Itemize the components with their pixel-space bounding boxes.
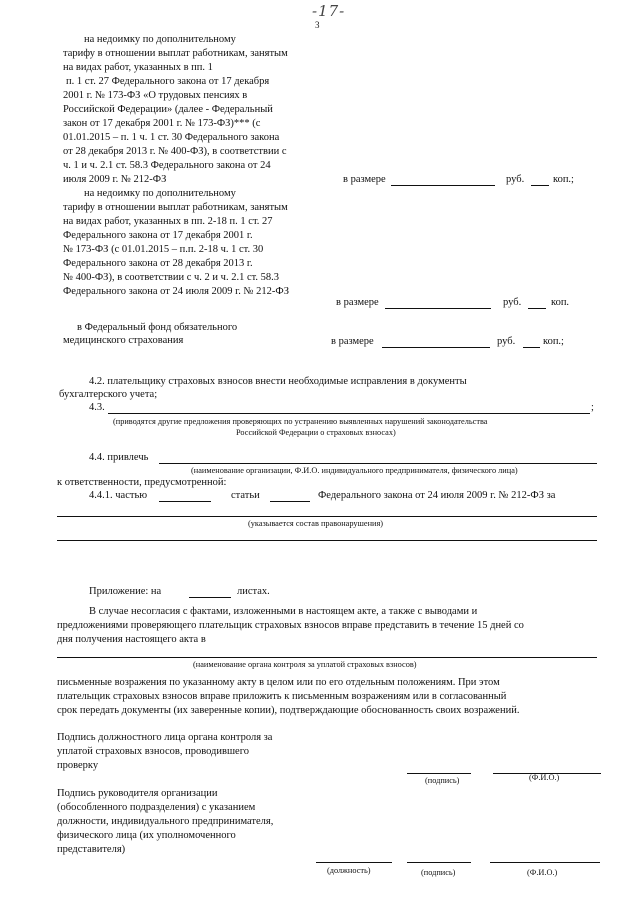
tariff1-amount-label: в размере: [343, 174, 386, 185]
item-4-4-1-offense-field[interactable]: [57, 516, 597, 517]
tariff1-line: 01.01.2015 – п. 1 ч. 1 ст. 30 Федерального закона: [63, 132, 280, 143]
item-4-3-caption: (приводятся другие предложения проверяющих по устранению выявленных нарушений законодательства: [113, 417, 488, 426]
tariff2-line: Федерального закона от 17 декабря 2001 г.: [63, 230, 253, 241]
tariff1-line: на недоимку по дополнительному: [84, 34, 236, 45]
tariff1-line: тарифу в отношении выплат работникам, занятым: [63, 48, 288, 59]
tariff1-line: п. 1 ст. 27 Федерального закона от 17 декабря: [66, 76, 270, 87]
item-4-3-field[interactable]: [108, 413, 590, 414]
ffoms-line: в Федеральный фонд обязательного: [77, 322, 238, 333]
sign2-label: представителя): [57, 844, 126, 855]
tariff1-rub-label: руб.: [506, 174, 525, 185]
ffoms-rub-label: руб.: [497, 336, 516, 347]
item-4-4-1-caption: (указывается состав правонарушения): [248, 519, 384, 528]
item-4-4-1-article-field[interactable]: [270, 501, 310, 502]
objection-text: В случае несогласия с фактами, изложенными в настоящем акте, а также с выводами и: [89, 606, 478, 617]
attachment-label: Приложение: на: [89, 586, 162, 597]
attachment-sheets-field[interactable]: [189, 597, 231, 598]
tariff1-line: июля 2009 г. № 212-ФЗ: [63, 174, 167, 185]
sign1-label: проверку: [57, 760, 99, 771]
tariff2-rub-field[interactable]: [385, 308, 491, 309]
tariff2-line: № 400-ФЗ), в соответствии с ч. 2 и ч. 2.1 ст. 58.3: [63, 272, 280, 283]
item-4-2-text: 4.2. плательщику страховых взносов внести необходимые исправления в документы: [89, 376, 467, 387]
tariff1-line: ч. 1 и ч. 2.1 ст. 58.3 Федерального закона от 24: [63, 160, 271, 171]
objection-text: предложениями проверяющего плательщик страховых взносов вправе представить в течение 15 дней со: [57, 620, 524, 631]
tariff2-kop-field[interactable]: [528, 308, 546, 309]
tariff2-line: тарифу в отношении выплат работникам, занятым: [63, 202, 288, 213]
sign2-signature-field[interactable]: [407, 862, 471, 863]
item-4-4-text-cont: к ответственности, предусмотренной:: [57, 477, 227, 488]
sign1-signature-field[interactable]: [407, 773, 471, 774]
objection-authority-field[interactable]: [57, 657, 597, 658]
tariff2-line: Федерального закона от 24 июля 2009 г. № 212-ФЗ: [63, 286, 289, 297]
sign2-position-caption: (должность): [327, 866, 371, 875]
objection-caption: (наименование органа контроля за уплатой страховых взносов): [193, 660, 417, 669]
sign2-label: физического лица (их уполномоченного: [57, 830, 236, 841]
tariff2-rub-label: руб.: [503, 297, 522, 308]
sign2-label: должности, индивидуального предпринимателя,: [57, 816, 274, 827]
tariff1-line: закон от 17 декабря 2001 г. № 173-ФЗ)*** (с: [63, 118, 261, 129]
tariff1-line: Российской Федерации» (далее - Федеральный: [63, 104, 273, 115]
ffoms-rub-field[interactable]: [382, 347, 490, 348]
item-4-4-field[interactable]: [159, 463, 597, 464]
item-4-4-label: 4.4. привлечь: [89, 452, 149, 463]
item-4-4-1-article-label: статьи: [231, 490, 260, 501]
sign2-position-field[interactable]: [316, 862, 392, 863]
page-number: 3: [315, 20, 320, 30]
objection-text: дня получения настоящего акта в: [57, 634, 206, 645]
attachment-sheets-label: листах.: [237, 586, 270, 597]
tariff2-amount-label: в размере: [336, 297, 379, 308]
sign1-name-caption: (Ф.И.О.): [529, 773, 560, 782]
objection-text: срок передать документы (их заверенные копии), подтверждающие обоснованность своих возражений.: [57, 705, 520, 716]
item-4-4-1-offense-field-2[interactable]: [57, 540, 597, 541]
sign2-name-field[interactable]: [490, 862, 600, 863]
item-4-3-caption-cont: Российской Федерации о страховых взносах): [236, 428, 396, 437]
item-4-4-1-law: Федерального закона от 24 июля 2009 г. № 212-ФЗ за: [318, 490, 556, 501]
tariff1-line: на видах работ, указанных в пп. 1: [63, 62, 213, 73]
item-4-3-end: ;: [591, 402, 594, 413]
objection-text: письменные возражения по указанному акту в целом или по его отдельным положениям. При этом: [57, 677, 500, 688]
tariff2-kop-label: коп.: [551, 297, 570, 308]
item-4-4-caption: (наименование организации, Ф.И.О. индивидуального предпринимателя, физического лица): [191, 466, 518, 475]
item-4-4-1-part-field[interactable]: [159, 501, 211, 502]
sign2-label: (обособленного подразделения) с указанием: [57, 802, 256, 813]
item-4-3-label: 4.3.: [89, 402, 105, 413]
tariff2-line: на видах работ, указанных в пп. 2-18 п. 1 ст. 27: [63, 216, 273, 227]
sign1-label: уплатой страховых взносов, проводившего: [57, 746, 249, 757]
ffoms-line: медицинского страхования: [63, 335, 184, 346]
sign1-label: Подпись должностного лица органа контроля за: [57, 732, 273, 743]
handwritten-page-mark: -17-: [312, 2, 346, 20]
ffoms-kop-label: коп.;: [543, 336, 564, 347]
ffoms-kop-field[interactable]: [523, 347, 540, 348]
tariff1-kop-label: коп.;: [553, 174, 574, 185]
sign2-signature-caption: (подпись): [421, 868, 456, 877]
tariff1-line: от 28 декабря 2013 г. № 400-ФЗ), в соответствии с: [63, 146, 287, 157]
objection-text: плательщик страховых взносов вправе приложить к письменным возражениям или в согласованный: [57, 691, 507, 702]
tariff2-line: Федерального закона от 28 декабря 2013 г.: [63, 258, 253, 269]
sign2-label: Подпись руководителя организации: [57, 788, 218, 799]
item-4-2-text-cont: бухгалтерского учета;: [59, 389, 158, 400]
tariff1-line: 2001 г. № 173-ФЗ «О трудовых пенсиях в: [63, 90, 248, 101]
sign2-name-caption: (Ф.И.О.): [527, 868, 558, 877]
tariff1-rub-field[interactable]: [391, 185, 495, 186]
sign1-signature-caption: (подпись): [425, 776, 460, 785]
tariff1-kop-field[interactable]: [531, 185, 549, 186]
tariff2-line: на недоимку по дополнительному: [84, 188, 236, 199]
tariff2-line: № 173-ФЗ (с 01.01.2015 – п.п. 2-18 ч. 1 ст. 30: [63, 244, 264, 255]
ffoms-amount-label: в размере: [331, 336, 374, 347]
item-4-4-1-part-label: 4.4.1. частью: [89, 490, 148, 501]
